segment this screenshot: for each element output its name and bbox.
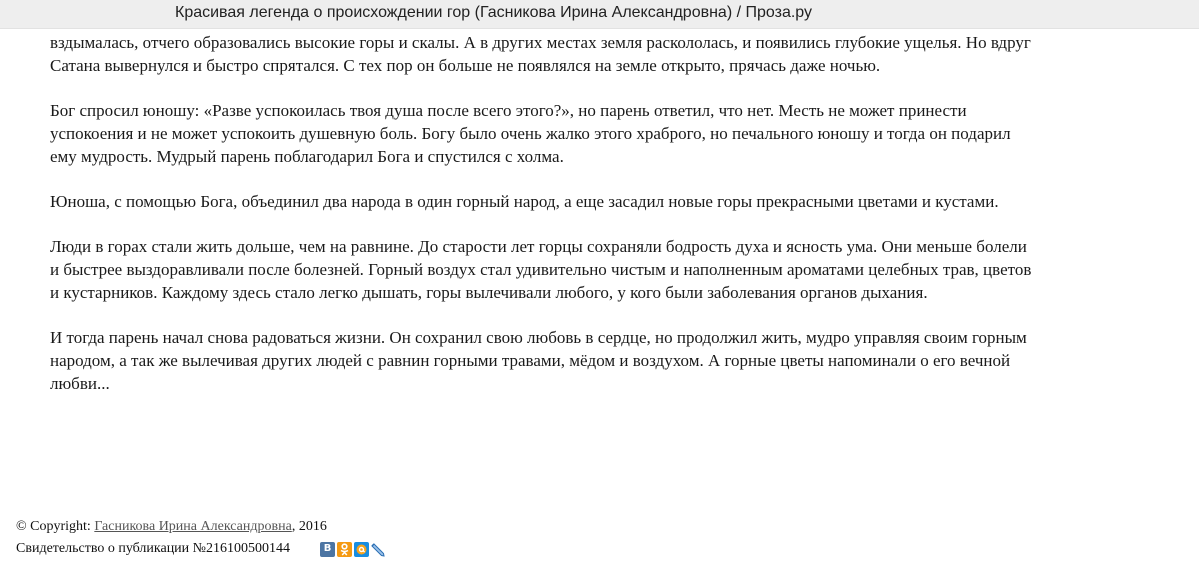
article-footer	[16, 516, 386, 560]
copyright-year: , 2016	[291, 519, 327, 534]
vk-share-icon[interactable]: В	[320, 542, 335, 557]
odnoklassniki-glyph	[339, 543, 350, 556]
livejournal-glyph	[371, 542, 386, 557]
copyright-prefix: © Copyright:	[16, 519, 91, 534]
article-paragraph: Бог спросил юношу: «Разве успокоилась твоя душа после всего этого?», но парень ответил, что нет. Месть не может принести успокоения и не может успокоить душевную боль. Богу было очень жалко этого храброго, но печального юношу и тогда он подарил ему мудрость. Мудрый парень поблагодарил Бога и спустился с холма.	[50, 101, 1011, 166]
author-link[interactable]: Гасникова Ирина Александровна	[94, 519, 292, 534]
livejournal-share-icon[interactable]	[371, 542, 386, 557]
article-body	[50, 31, 1040, 417]
window-title: Красивая легенда о происхождении гор (Гасникова Ирина Александровна) / Проза.ру	[175, 4, 813, 21]
article-paragraph: Юноша, с помощью Бога, объединил два народа в один горный народ, а еще засадил новые горы прекрасными цветами и кустами.	[50, 192, 999, 211]
article-paragraph: вздымалась, отчего образовались высокие горы и скалы. А в других местах земля раскололась, и появились глубокие ущелья. Но вдруг Сатана вывернулся и быстро спрятался. С тех пор он больше не появлялся на земле открыто, прячась даже ночью.	[50, 33, 1031, 75]
article-paragraph: Люди в горах стали жить дольше, чем на равнине. До старости лет горцы сохраняли бодрость духа и ясность ума. Они меньше болели и быстрее выздоравливали после болезней. Горный воздух стал удивительно чистым и наполненным ароматами целебных трав, цветов и кустарников. Каждому здесь стало легко дышать, горы вылечивали любого, у кого были заболевания органов дыхания.	[50, 237, 1032, 302]
window-titlebar	[0, 0, 1199, 29]
odnoklassniki-share-icon[interactable]	[337, 542, 352, 557]
mailru-share-icon[interactable]	[354, 542, 369, 557]
copyright-line	[16, 516, 386, 538]
mailru-glyph	[355, 543, 368, 556]
share-buttons	[320, 542, 386, 557]
publication-certificate: Свидетельство о публикации №216100500144	[16, 541, 291, 556]
certificate-line	[16, 538, 386, 560]
article-paragraph: И тогда парень начал снова радоваться жизни. Он сохранил свою любовь в сердце, но продолжил жить, мудро управляя своим горным народом, а так же вылечивая других людей с равнин горными травами, мёдом и воздухом. А горные цветы напоминали о его вечной любви...	[50, 328, 1027, 393]
